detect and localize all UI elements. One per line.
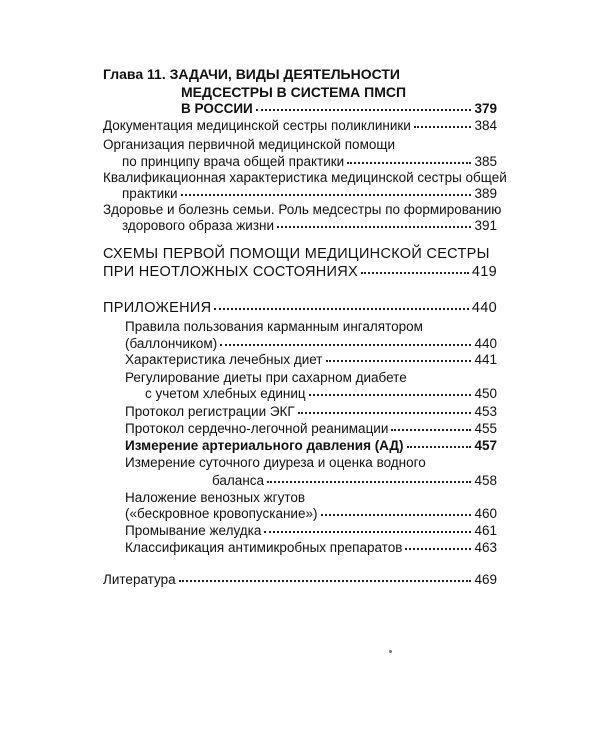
- toc-entry-appendix[interactable]: [103, 300, 497, 316]
- entry-label-line2: по принципу врача общей практики: [122, 154, 345, 169]
- leader-dots: [414, 126, 472, 128]
- entry-label-line1: Организация первичной медицинской помощи: [103, 137, 396, 152]
- chapter-title-line2: МЕДСЕСТРЫ В СИСТЕМА ПМСП: [181, 84, 407, 100]
- leader-dots: [407, 446, 472, 448]
- leader-dots: [220, 344, 471, 346]
- section-title-line1: СХЕМЫ ПЕРВОЙ ПОМОЩИ МЕДИЦИНСКОЙ СЕСТРЫ: [103, 246, 490, 262]
- entry-label-line2: баланса: [212, 473, 265, 488]
- page-number: 440: [474, 336, 497, 351]
- page-number: 450: [474, 386, 497, 401]
- chapter-title-line3: В РОССИИ: [181, 101, 253, 116]
- leader-dots: [179, 580, 472, 582]
- entry-label-line2: практики: [122, 186, 178, 201]
- entry-label-line2: («бескровное кровопускание»): [125, 506, 318, 521]
- leader-dots: [277, 226, 471, 228]
- entry-label-line1: Здоровье и болезнь семьи. Роль медсестры по формированию: [103, 202, 502, 217]
- leader-dots: [256, 109, 472, 111]
- page-number: 469: [474, 572, 497, 587]
- page-number: 460: [474, 506, 497, 521]
- leader-dots: [181, 194, 472, 196]
- entry-label: Протокол сердечно-легочной реанимации: [125, 421, 389, 436]
- toc-entry-literature[interactable]: [103, 572, 497, 588]
- toc-entry[interactable]: [125, 540, 497, 556]
- entry-label-line1: Наложение венозных жгутов: [125, 490, 306, 505]
- page-number: 461: [474, 523, 497, 538]
- leader-dots: [405, 548, 471, 550]
- toc-entry[interactable]: [122, 154, 497, 170]
- page-number: 419: [471, 264, 497, 280]
- entry-label: Характеристика лечебных диет: [125, 352, 323, 367]
- entry-label-line2: здорового образа жизни: [122, 218, 275, 233]
- entry-label: Протокол регистрации ЭКГ: [125, 404, 295, 419]
- toc-entry-chapter11[interactable]: [181, 101, 497, 117]
- entry-label-line1: Измерение суточного диуреза и оценка водного: [125, 455, 426, 470]
- leader-dots: [214, 308, 468, 310]
- leader-dots: [326, 360, 472, 362]
- page-number: 463: [474, 540, 497, 555]
- leader-dots: [391, 429, 471, 431]
- entry-label-line2: (баллончиком): [125, 336, 218, 351]
- leader-dots: [309, 394, 472, 396]
- entry-label-line1: Правила пользования карманным ингалятором: [125, 319, 423, 334]
- entry-label: Документация медицинской сестры поликлиники: [103, 118, 411, 133]
- page-number: 384: [474, 118, 497, 133]
- toc-entry[interactable]: [125, 404, 497, 420]
- toc-entry[interactable]: [103, 118, 497, 134]
- chapter-title-line1: Глава 11. ЗАДАЧИ, ВИДЫ ДЕЯТЕЛЬНОСТИ: [103, 66, 400, 82]
- toc-entry[interactable]: [145, 386, 497, 402]
- toc-entry[interactable]: [125, 523, 497, 539]
- toc-entry[interactable]: [125, 506, 497, 522]
- page-number: 385: [474, 154, 497, 169]
- page-number: 453: [474, 404, 497, 419]
- leader-dots: [298, 412, 472, 414]
- toc-entry[interactable]: [125, 352, 497, 368]
- entry-label-line1: Регулирование диеты при сахарном диабете: [125, 370, 407, 385]
- leader-dots: [321, 514, 472, 516]
- toc-entry[interactable]: [125, 438, 497, 454]
- leader-dots: [347, 162, 471, 164]
- entry-label: Литература: [103, 572, 176, 587]
- leader-dots: [361, 272, 469, 274]
- leader-dots: [264, 531, 471, 533]
- toc-entry[interactable]: [122, 218, 497, 234]
- page-number: 391: [474, 218, 497, 233]
- entry-label: Промывание желудка: [125, 523, 262, 538]
- page-number: 389: [474, 186, 497, 201]
- page-number: 441: [474, 352, 497, 367]
- entry-label: Измерение артериального давления (АД): [125, 438, 404, 453]
- print-speck: [389, 650, 392, 653]
- toc-entry[interactable]: [212, 473, 497, 489]
- toc-entry-schemes[interactable]: [103, 264, 497, 280]
- page-number: 457: [474, 438, 497, 453]
- entry-label: Классификация антимикробных препаратов: [125, 540, 403, 555]
- toc-entry[interactable]: [122, 186, 497, 202]
- page-number: 440: [471, 300, 497, 316]
- toc-entry[interactable]: [125, 336, 497, 352]
- section-title-line2: ПРИ НЕОТЛОЖНЫХ СОСТОЯНИЯХ: [103, 264, 358, 280]
- page-number: 458: [474, 473, 497, 488]
- entry-label-line1: Квалификационная характеристика медицинской сестры общей: [103, 170, 507, 185]
- page-number: 455: [474, 421, 497, 436]
- entry-label-line2: с учетом хлебных единиц: [145, 386, 306, 401]
- page-number: 379: [474, 101, 497, 116]
- toc-entry[interactable]: [125, 421, 497, 437]
- leader-dots: [267, 481, 471, 483]
- section-title: ПРИЛОЖЕНИЯ: [103, 300, 212, 316]
